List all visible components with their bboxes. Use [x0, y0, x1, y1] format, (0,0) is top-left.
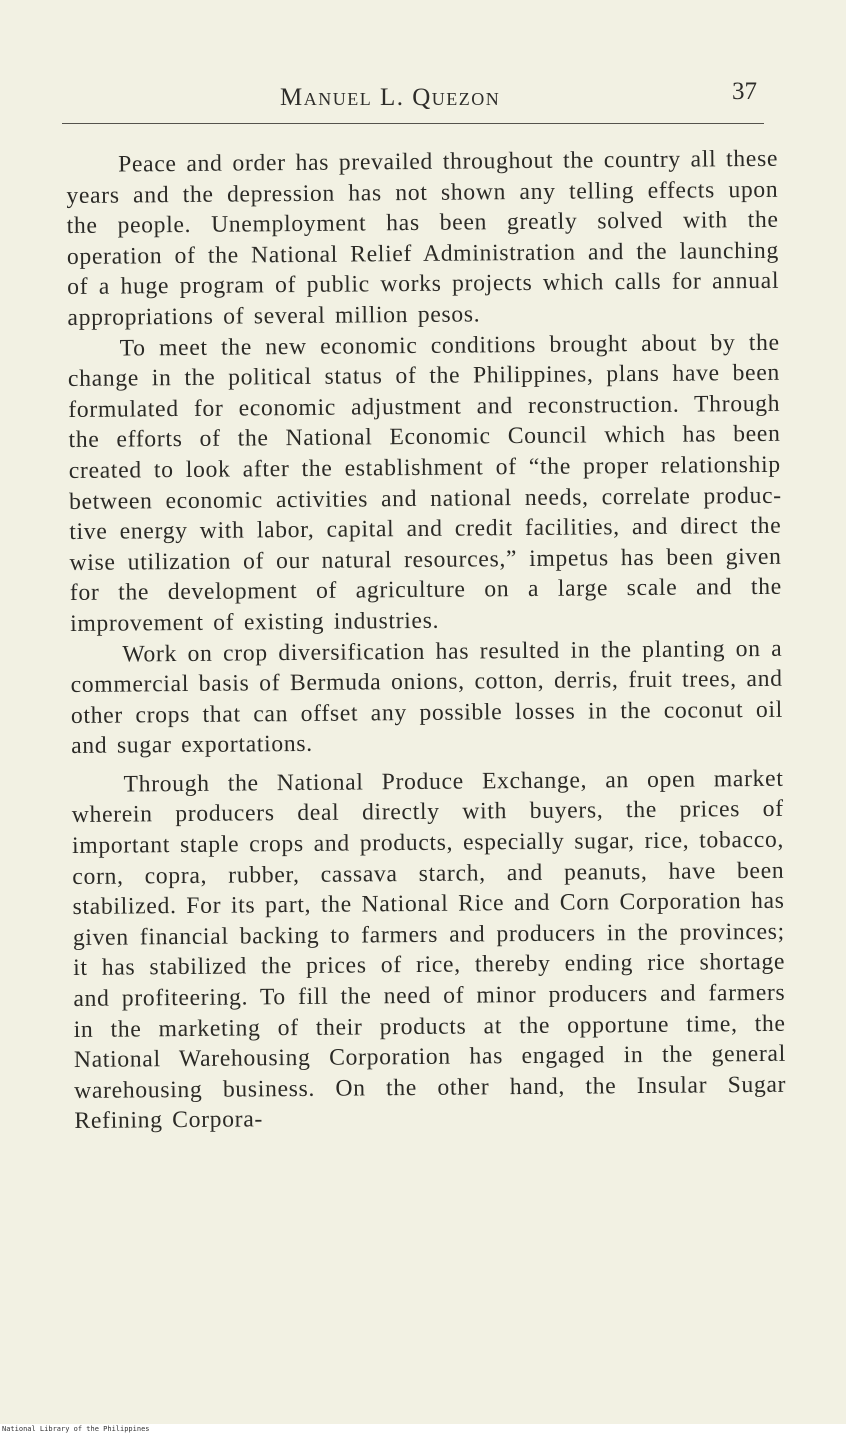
running-header-title: Manuel L. Quezon	[280, 84, 501, 111]
body-text	[66, 144, 787, 1137]
paragraph-peace-and-order: Peace and order has prevailed throughout the country all these years and the depression has not shown any telling effects upon the people. Unemployment has been greatly solved with the operation of the National Relief Administration and the launching of a huge program of public works projects which calls for annual appropriations of several million pesos.	[66, 145, 780, 331]
paragraph-economic-adjustment: To meet the new economic conditions brought about by the change in the political status of the Philippines, plans have been formulated for economic adjustment and reconstruction. Through the efforts of the National Economic Council which has been created to look after the establishment of “the proper relationship between economic activities and national needs, correlate productive energy with labor, capital and credit facilities, and direct the wise utilization of our natural resources,” impetus has been given for the development of agriculture on a large scale and the improvement of existing industries.	[67, 329, 782, 637]
page-number: 37	[732, 78, 757, 105]
header-rule	[62, 123, 764, 124]
library-credit: National Library of the Philippines	[2, 1425, 150, 1433]
paragraph-crop-diversification: Work on crop diversification has resulted in the planting on a commercial basis of Bermuda onions, cotton, derris, fruit trees, and other crops that can offset any possible losses in the coconut oil and sugar exportations.	[70, 635, 784, 760]
paragraph-produce-exchange: Through the National Produce Exchange, an open market wherein producers deal directly with buyers, the prices of important staple crops and products, especially sugar, rice, tobacco, corn, copra, rubber, cassava starch, and peanuts, have been stabilized. For its part, the National Rice and Corn Corporation has given financial backing to farmers and producers in the provinces; it has stabilized the prices of rice, thereby ending rice shortage and profiteering. To fill the need of minor producers and farmers in the marketing of their products at the opportune time, the National Warehousing Corporation has engaged in the general warehousing business. On the other hand, the Insular Sugar Refining Corpora-	[71, 765, 787, 1135]
